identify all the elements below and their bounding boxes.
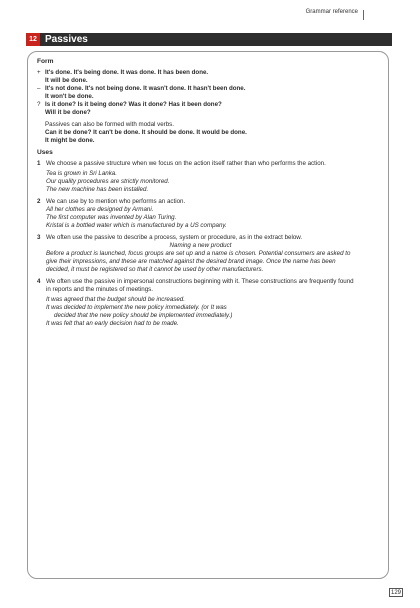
grammar-reference-header: Grammar reference <box>305 9 358 15</box>
use-1-number: 1 <box>37 160 41 167</box>
use-3-text: We often use the passive to describe a process, system or procedure, as in the extract below. <box>46 234 303 241</box>
modal-line-2: It might be done. <box>45 137 95 144</box>
negative-line-2: It won't be done. <box>45 93 94 100</box>
section-title-band <box>26 33 392 46</box>
use-2-number: 2 <box>37 198 41 205</box>
use-4-example-3: It was felt that an early decision had to be made. <box>46 320 179 327</box>
use-2-example-2: The first computer was invented by Alan Turing. <box>46 214 177 221</box>
affirmative-row <box>37 69 355 85</box>
header-divider <box>363 10 364 20</box>
question-line-1: Is it done? Is it being done? Was it done? Has it been done? <box>45 101 222 108</box>
question-symbol: ? <box>37 101 41 108</box>
form-heading: Form <box>37 58 54 65</box>
use-2-example-1: All her clothes are designed by Armani. <box>46 206 154 213</box>
use-1-example-2: Our quality procedures are strictly monitored. <box>46 178 170 185</box>
plus-symbol: + <box>37 69 41 76</box>
affirmative-line-1: It's done. It's being done. It was done. It has been done. <box>45 69 209 76</box>
page-number: 129 <box>390 590 401 596</box>
use-4 <box>37 278 355 328</box>
use-4-example-1: It was agreed that the budget should be increased. <box>46 296 185 303</box>
modal-line-1: Can it be done? It can't be done. It should be done. It would be done. <box>45 129 247 136</box>
use-1-text: We choose a passive structure when we focus on the action itself rather than who performs the action. <box>46 160 326 167</box>
uses-heading: Uses <box>37 149 53 156</box>
content-body <box>37 58 355 328</box>
section-title: Passives <box>45 34 88 45</box>
negative-row <box>37 85 355 101</box>
extract-text: Before a product is launched, focus groups are set up and a name is chosen. Potential consumers are asked to give their impressions, and these are matched against the desired brand image. Once the name has been decided, it must be registered so that it cannot be used by other manufacturers. <box>46 250 351 273</box>
negative-line-1: It's not done. It's not being done. It wasn't done. It hasn't been done. <box>45 85 246 92</box>
use-1 <box>37 160 355 194</box>
use-2-text: We can use by to mention who performs an action. <box>46 198 186 205</box>
section-number: 12 <box>26 33 40 46</box>
use-3-number: 3 <box>37 234 41 241</box>
use-4-example-2a: It was decided to implement the new policy immediately. (or It was <box>46 304 227 311</box>
minus-symbol: – <box>37 85 41 92</box>
question-line-2: Will it be done? <box>45 109 91 116</box>
use-4-text: We often use the passive in impersonal constructions beginning with it. These constructions are frequently found in reports and the minutes of meetings. <box>46 278 354 293</box>
extract-title: Naming a new product <box>169 242 232 249</box>
use-1-example-3: The new machine has been installed. <box>46 186 149 193</box>
modal-intro: Passives can also be formed with modal verbs. <box>45 121 174 128</box>
use-2 <box>37 198 355 230</box>
use-4-number: 4 <box>37 278 41 285</box>
use-4-example-2b: decided that the new policy should be implemented immediately.) <box>54 312 233 319</box>
question-row <box>37 101 355 117</box>
affirmative-line-2: It will be done. <box>45 77 88 84</box>
use-2-example-3: Kristal is a bottled water which is manufactured by a US company. <box>46 222 227 229</box>
use-1-example-1: Tea is grown in Sri Lanka. <box>46 170 117 177</box>
modal-block <box>37 121 355 145</box>
use-3 <box>37 234 355 274</box>
